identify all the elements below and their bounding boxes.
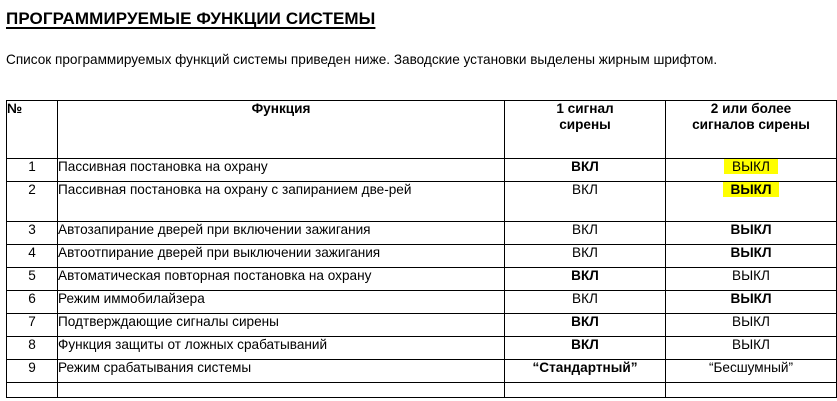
page-title: ПРОГРАММИРУЕМЫЕ ФУНКЦИИ СИСТЕМЫ bbox=[6, 9, 376, 28]
row-two-signals: ВЫКЛ bbox=[723, 182, 780, 197]
row-num: 4 bbox=[7, 245, 58, 268]
row-function: Режим иммобилайзера bbox=[58, 291, 505, 314]
row-one-signal: ВКЛ bbox=[505, 291, 666, 314]
row-function: Автоматическая повторная постановка на охрану bbox=[58, 268, 505, 291]
table-row bbox=[7, 337, 837, 360]
row-one-signal: ВКЛ bbox=[505, 268, 666, 291]
row-one-signal: ВКЛ bbox=[505, 245, 666, 268]
row-one-signal: ВКЛ bbox=[505, 159, 666, 182]
row-num: 8 bbox=[7, 337, 58, 360]
row-num: 1 bbox=[7, 159, 58, 182]
row-num: 9 bbox=[7, 360, 58, 383]
table-row bbox=[7, 268, 837, 291]
row-one-signal: “Стандартный” bbox=[505, 360, 666, 383]
row-num: 5 bbox=[7, 268, 58, 291]
table-row bbox=[7, 291, 837, 314]
header-two-signals: 2 или более сигналов сирены bbox=[692, 101, 810, 132]
row-function: Пассивная постановка на охрану с запиранием две-рей bbox=[58, 182, 412, 197]
row-two-signals: ВЫКЛ bbox=[666, 314, 837, 337]
row-one-signal: ВКЛ bbox=[505, 182, 666, 222]
row-two-signals: ВЫКЛ bbox=[666, 268, 837, 291]
header-one-signal: 1 сигнал сирены bbox=[556, 101, 614, 132]
header-num: № bbox=[7, 101, 58, 159]
table-header-row bbox=[7, 101, 837, 159]
row-one-signal: ВКЛ bbox=[505, 222, 666, 245]
row-function: Функция защиты от ложных срабатываний bbox=[58, 337, 505, 360]
header-function: Функция bbox=[58, 101, 505, 159]
table-row bbox=[7, 222, 837, 245]
row-two-signals: ВЫКЛ bbox=[666, 291, 837, 314]
row-num: 6 bbox=[7, 291, 58, 314]
row-function: Автозапирание дверей при включении зажигания bbox=[58, 222, 505, 245]
table-row bbox=[7, 182, 837, 222]
row-one-signal: ВКЛ bbox=[505, 314, 666, 337]
row-function: Подтверждающие сигналы сирены bbox=[58, 314, 505, 337]
table-row-cut-off bbox=[7, 383, 837, 398]
row-num: 3 bbox=[7, 222, 58, 245]
table-row bbox=[7, 159, 837, 182]
functions-table bbox=[6, 100, 837, 398]
row-num: 2 bbox=[7, 182, 58, 222]
row-function: Пассивная постановка на охрану bbox=[58, 159, 505, 182]
row-num: 7 bbox=[7, 314, 58, 337]
row-two-signals: ВЫКЛ bbox=[666, 337, 837, 360]
table-row bbox=[7, 360, 837, 383]
row-two-signals: “Бесшумный” bbox=[666, 360, 837, 383]
table-row bbox=[7, 314, 837, 337]
row-two-signals: ВЫКЛ bbox=[666, 245, 837, 268]
row-one-signal: ВКЛ bbox=[505, 337, 666, 360]
row-two-signals: ВЫКЛ bbox=[724, 159, 778, 174]
row-function: Автоотпирание дверей при выключении зажигания bbox=[58, 245, 505, 268]
table-row bbox=[7, 245, 837, 268]
row-function: Режим срабатывания системы bbox=[58, 360, 505, 383]
intro-paragraph: Список программируемых функций системы приведен ниже. Заводские установки выделены жирным шрифтом. bbox=[6, 52, 718, 67]
row-two-signals: ВЫКЛ bbox=[666, 222, 837, 245]
